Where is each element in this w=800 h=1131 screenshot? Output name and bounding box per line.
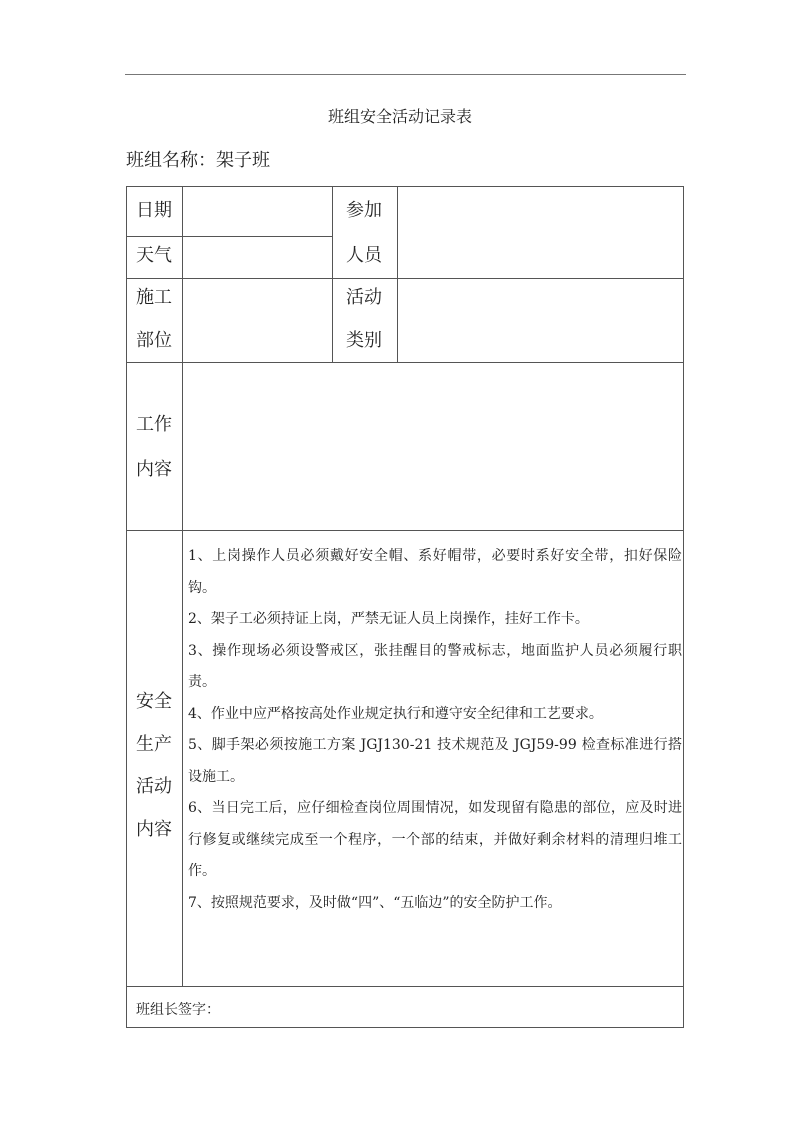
signature-label: 班组长签字： xyxy=(136,1002,220,1018)
date-field[interactable] xyxy=(183,187,332,236)
safety-rule-2: 2、架子工必须持证上岗，严禁无证人员上岗操作，挂好工作卡。 xyxy=(188,611,589,627)
work-label-line2: 内容 xyxy=(136,459,172,480)
site-field[interactable] xyxy=(183,279,332,362)
header-rule xyxy=(125,74,686,75)
safety-rule-5: 5、脚手架必须按施工方案 JGJ130-21 技术规范及 JGJ59-99 检查标准进行搭设施工。 xyxy=(188,737,682,785)
participants-field[interactable] xyxy=(398,187,683,278)
team-name-line xyxy=(126,146,270,172)
safety-label-line4: 内容 xyxy=(136,819,172,840)
page-title: 班组安全活动记录表 xyxy=(327,107,472,126)
safety-label-line1: 安全 xyxy=(136,691,172,712)
participants-label-line1: 参加 xyxy=(346,200,382,221)
team-name-label: 班组名称： xyxy=(126,150,216,171)
site-label-line1: 施工 xyxy=(136,287,172,308)
safety-rule-3: 3、操作现场必须设警戒区，张挂醒目的警戒标志，地面监护人员必须履行职责。 xyxy=(188,642,682,690)
category-label-line2: 类别 xyxy=(346,330,382,351)
category-label-line1: 活动 xyxy=(346,287,382,308)
work-label-line1: 工作 xyxy=(136,414,172,435)
safety-label-line2: 生产 xyxy=(136,734,172,755)
weather-label: 天气 xyxy=(136,245,172,266)
participants-label-line2: 人员 xyxy=(346,245,382,266)
team-name-value[interactable]: 架子班 xyxy=(216,150,270,171)
safety-rule-6: 6、当日完工后，应仔细检查岗位周围情况，如发现留有隐患的部位，应及时进行修复或继续完成至一个程序，一个部的结束，并做好剩余材料的清理归堆工作。 xyxy=(188,800,682,879)
col-divider-mid xyxy=(332,186,333,362)
row-divider-work xyxy=(126,530,684,531)
category-field[interactable] xyxy=(398,279,683,362)
work-content-field[interactable] xyxy=(183,363,683,530)
date-label: 日期 xyxy=(136,200,172,221)
safety-rules-list xyxy=(188,541,682,919)
weather-field[interactable] xyxy=(183,237,332,278)
safety-label-line3: 活动 xyxy=(136,776,172,797)
safety-rule-4: 4、作业中应严格按高处作业规定执行和遵守安全纪律和工艺要求。 xyxy=(188,705,603,722)
site-label-line2: 部位 xyxy=(136,330,172,351)
safety-rule-7: 7、按照规范要求，及时做“四”、“五临边”的安全防护工作。 xyxy=(188,894,562,911)
safety-rule-1: 1、上岗操作人员必须戴好安全帽、系好帽带，必要时系好安全带，扣好保险钩。 xyxy=(188,548,682,596)
